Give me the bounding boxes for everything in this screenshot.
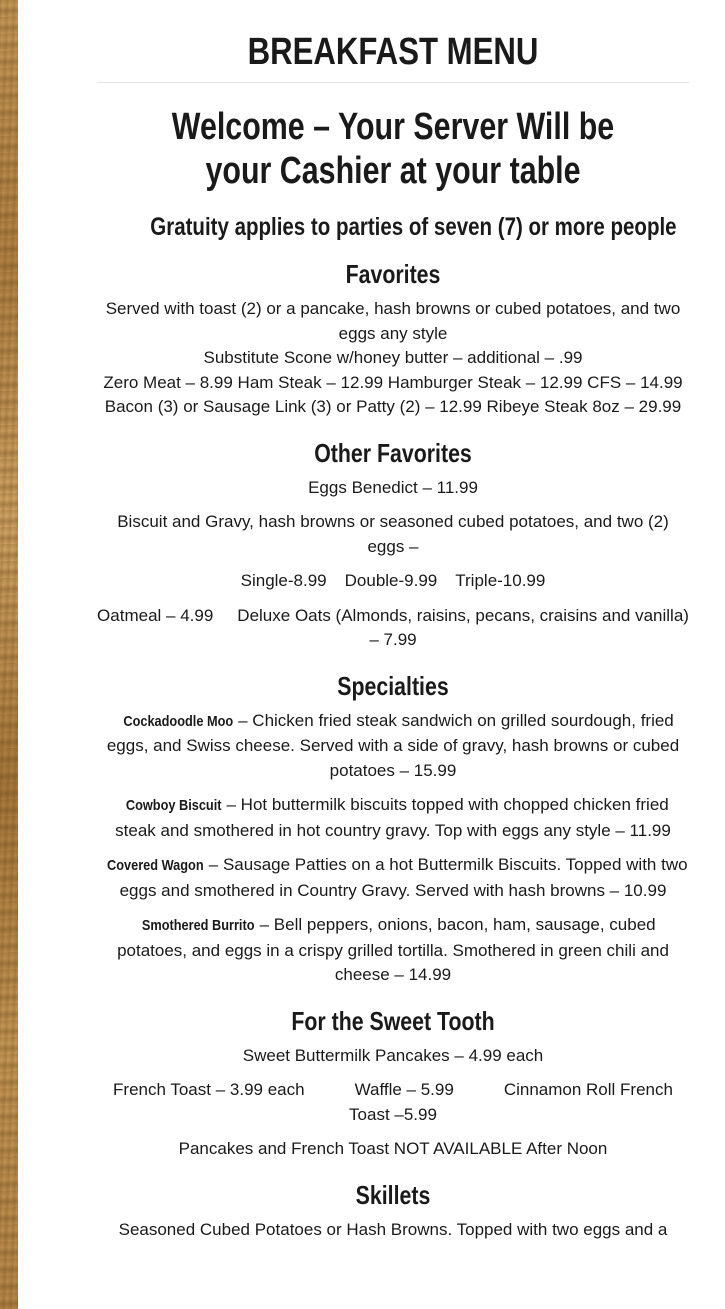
eggs-benedict-item: Eggs Benedict – 11.99 (308, 477, 478, 497)
sweet-items-line (97, 1078, 689, 1127)
menu-content (97, 0, 689, 1242)
french-toast-item: French Toast – 3.99 each (113, 1080, 305, 1099)
section-heading-sweet-tooth: For the Sweet Tooth (291, 1005, 495, 1036)
size-double: Double-9.99 (344, 571, 438, 590)
section-heading-specialties: Specialties (337, 670, 449, 701)
skillets-description: Seasoned Cubed Potatoes or Hash Browns. Topped with two eggs and a (118, 1219, 668, 1239)
specialty-item (97, 793, 689, 843)
favorites-substitute: Substitute Scone w/honey butter – additional – .99 (203, 348, 583, 367)
cinnamon-roll-item: Cinnamon Roll French Toast –5.99 (349, 1080, 673, 1124)
specialty-description: – Bell peppers, onions, bacon, ham, sausage, cubed potatoes, and eggs in a crispy grilled tortilla. Smothered in green chili and cheese – 14.99 (117, 915, 669, 984)
size-triple: Triple-10.99 (455, 571, 546, 590)
pancakes-item: Sweet Buttermilk Pancakes – 4.99 each (242, 1045, 544, 1065)
section-heading-favorites: Favorites (345, 259, 441, 289)
specialty-item (97, 853, 689, 903)
favorites-prices-2: Bacon (3) or Sausage Link (3) or Patty (2) – 12.99 Ribeye Steak 8oz – 29.99 (104, 397, 682, 416)
specialty-name: Cowboy Biscuit (126, 797, 222, 814)
oatmeal-item: Oatmeal – 4.99 (97, 605, 214, 625)
gratuity-notice: Gratuity applies to parties of seven (7) or more people (150, 213, 677, 241)
favorites-description: Served with toast (2) or a pancake, hash browns or cubed potatoes, and two eggs any style (105, 299, 681, 343)
specialty-name: Covered Wagon (107, 857, 205, 874)
specialty-name: Smothered Burrito (142, 917, 255, 934)
specialty-item (97, 913, 689, 988)
oatmeal-line (97, 604, 689, 653)
specialty-description: – Chicken fried steak sandwich on grilled sourdough, fried eggs, and Swiss cheese. Served with a side of gravy, hash browns or cubed potatoes – 15.99 (106, 710, 680, 780)
section-heading-other-favorites: Other Favorites (314, 437, 472, 468)
welcome-heading: Welcome – Your Server Will be your Cashier at your table (171, 106, 615, 192)
deluxe-oats-item: Deluxe Oats (Almonds, raisins, pecans, craisins and vanilla) – 7.99 (237, 605, 689, 649)
specialty-description: – Hot buttermilk biscuits topped with chopped chicken fried steak and smothered in hot country gravy. Top with eggs any style – 11.99 (115, 795, 671, 840)
size-single: Single-8.99 (240, 571, 327, 590)
wood-texture-border (0, 0, 18, 1309)
section-heading-skillets: Skillets (355, 1179, 431, 1210)
biscuit-gravy-sizes (97, 569, 689, 594)
page-title: BREAKFAST MENU (247, 31, 539, 73)
availability-note: Pancakes and French Toast NOT AVAILABLE After Noon (178, 1139, 608, 1158)
waffle-item: Waffle – 5.99 (354, 1080, 454, 1099)
favorites-prices-1: Zero Meat – 8.99 Ham Steak – 12.99 Hamburger Steak – 12.99 CFS – 14.99 (103, 372, 683, 392)
title-divider (97, 82, 689, 83)
specialty-item (97, 709, 689, 784)
specialty-name: Cockadoodle Moo (123, 712, 234, 730)
specialty-description: – Sausage Patties on a hot Buttermilk Biscuits. Topped with two eggs and smothered in Country Gravy. Served with hash browns – 10.99 (119, 855, 688, 900)
biscuit-gravy-item: Biscuit and Gravy, hash browns or seasoned cubed potatoes, and two (2) eggs – (117, 512, 669, 556)
